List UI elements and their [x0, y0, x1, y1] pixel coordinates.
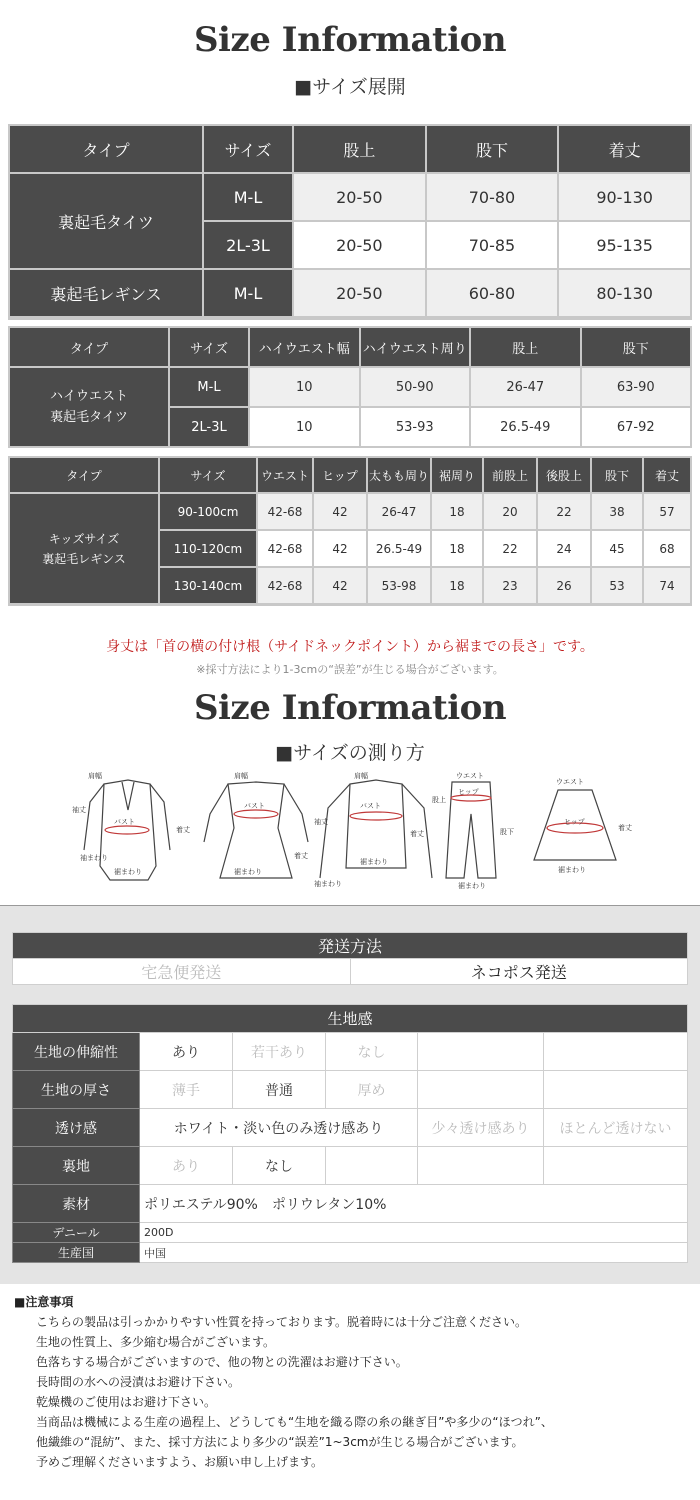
size-table-tights: [8, 124, 692, 320]
fabric-option: 薄手: [140, 1071, 233, 1109]
shipping-option-selected: ネコポス発送: [350, 959, 688, 985]
figure-label: 裾まわり: [458, 882, 486, 890]
fabric-option: なし: [326, 1033, 418, 1071]
value-cell: 67-92: [582, 408, 691, 446]
size-table-high-waist: [8, 326, 692, 448]
table-header: タイプ: [10, 126, 202, 172]
caution-title: ■注意事項: [14, 1295, 74, 1309]
figure-label: 着丈: [618, 824, 632, 832]
fabric-option: ほとんど透けない: [544, 1109, 688, 1147]
value-cell: 20: [484, 494, 536, 529]
table-row: [10, 494, 690, 529]
value-cell: 74: [644, 568, 690, 603]
value-cell: 53-98: [368, 568, 430, 603]
value-cell: 20-50: [294, 222, 425, 268]
table-header: 着丈: [559, 126, 690, 172]
table-header: ヒップ: [314, 458, 366, 492]
value-cell: 42: [314, 494, 366, 529]
value-cell: 70-85: [427, 222, 558, 268]
value-cell: 68: [644, 531, 690, 566]
table-header: サイズ: [170, 328, 248, 366]
table-header: 太もも周り: [368, 458, 430, 492]
table-header: ハイウエスト周り: [361, 328, 470, 366]
denier-value: 200D: [140, 1223, 688, 1243]
value-cell: 10: [250, 408, 359, 446]
table-header: 後股上: [538, 458, 590, 492]
type-line: 裏起毛レギンス: [42, 551, 126, 566]
figure-label: 股下: [500, 828, 514, 836]
table-header: 股下: [592, 458, 642, 492]
table-header: サイズ: [204, 126, 292, 172]
value-cell: 63-90: [582, 368, 691, 406]
fabric-option: あり: [140, 1147, 233, 1185]
table-header: タイプ: [10, 458, 158, 492]
value-cell: 70-80: [427, 174, 558, 220]
size-cell: 130-140cm: [160, 568, 256, 603]
fabric-table: [12, 1004, 688, 1263]
table-header: 股下: [427, 126, 558, 172]
fabric-header: 生地感: [13, 1005, 688, 1033]
table-row: [10, 368, 690, 406]
size-cell: M-L: [204, 270, 292, 316]
figure-label: 袖丈: [314, 818, 328, 826]
figure-label: 袖丈: [72, 806, 86, 814]
type-line: キッズサイズ: [48, 531, 120, 546]
value-cell: 42-68: [258, 568, 312, 603]
value-cell: 20-50: [294, 270, 425, 316]
measure-subtitle: ■サイズの測り方: [275, 742, 425, 764]
figure-label: バスト: [244, 802, 265, 810]
value-cell: 10: [250, 368, 359, 406]
value-cell: 50-90: [361, 368, 470, 406]
fabric-label: 生産国: [13, 1243, 140, 1263]
value-cell: 38: [592, 494, 642, 529]
table-header: 着丈: [644, 458, 690, 492]
value-cell: 60-80: [427, 270, 558, 316]
type-cell: 裏起毛タイツ: [10, 174, 202, 268]
figure-label: ウエスト: [456, 772, 484, 780]
caution-line: 乾燥機のご使用はお避け下さい。: [36, 1395, 217, 1409]
fabric-option: 少々透け感あり: [418, 1109, 544, 1147]
value-cell: 42-68: [258, 531, 312, 566]
fabric-label: 透け感: [13, 1109, 140, 1147]
size-chart-subtitle: ■サイズ展開: [294, 76, 406, 98]
size-table-kids: [8, 456, 692, 606]
shipping-option: 宅急便発送: [13, 959, 351, 985]
value-cell: 26-47: [368, 494, 430, 529]
value-cell: 26.5-49: [471, 408, 580, 446]
type-line: 裏起毛タイツ: [50, 410, 128, 425]
value-cell: 26: [538, 568, 590, 603]
type-cell: [10, 494, 158, 603]
fabric-row: [13, 1071, 688, 1109]
table-row: [10, 270, 690, 316]
table-header: ウエスト: [258, 458, 312, 492]
figure-label: 裾まわり: [558, 866, 586, 874]
figure-label: 肩幅: [354, 772, 368, 780]
figure-label: ヒップ: [458, 788, 479, 796]
table-header: サイズ: [160, 458, 256, 492]
value-cell: 22: [538, 494, 590, 529]
fabric-row: [13, 1223, 688, 1243]
figure-label: 裾まわり: [114, 868, 142, 876]
measurement-figures: [70, 768, 650, 896]
value-cell: 42-68: [258, 494, 312, 529]
measure-title: Size Information: [193, 688, 507, 728]
caution-line: こちらの製品は引っかかりやすい性質を持っております。脱着時には十分ご注意ください。: [36, 1315, 528, 1329]
value-cell: 24: [538, 531, 590, 566]
value-cell: 90-130: [559, 174, 690, 220]
figure-label: 袖まわり: [314, 880, 342, 888]
fabric-label: 生地の伸縮性: [13, 1033, 140, 1071]
fabric-row: [13, 1109, 688, 1147]
caution-line: 色落ちする場合がございますので、他の物との洗濯はお避け下さい。: [36, 1355, 408, 1369]
shipping-header: 発送方法: [13, 933, 688, 959]
value-cell: 57: [644, 494, 690, 529]
fabric-label: 生地の厚さ: [13, 1071, 140, 1109]
fabric-option: 若干あり: [233, 1033, 326, 1071]
fabric-option-selected: ホワイト・淡い色のみ透け感あり: [140, 1109, 418, 1147]
value-cell: 26-47: [471, 368, 580, 406]
value-cell: 18: [432, 494, 482, 529]
figure-label: 裾まわり: [360, 858, 388, 866]
caution-line: 長時間の水への浸漬はお避け下さい。: [36, 1375, 241, 1389]
length-note: 身丈は「首の横の付け根（サイドネックポイント）から裾までの長さ」です。: [106, 639, 594, 655]
table-header: 裾周り: [432, 458, 482, 492]
size-cell: M-L: [170, 368, 248, 406]
figure-label: ウエスト: [556, 778, 584, 786]
size-cell: 2L-3L: [170, 408, 248, 446]
figure-label: 肩幅: [88, 772, 102, 780]
value-cell: 18: [432, 568, 482, 603]
size-cell: 90-100cm: [160, 494, 256, 529]
fabric-row: [13, 1033, 688, 1071]
figure-label: 着丈: [176, 826, 190, 834]
country-value: 中国: [140, 1243, 688, 1263]
fabric-option-selected: あり: [140, 1033, 233, 1071]
value-cell: 45: [592, 531, 642, 566]
fabric-option-selected: なし: [233, 1147, 326, 1185]
figure-label: 着丈: [410, 830, 424, 838]
table-header: 股上: [294, 126, 425, 172]
caution-line: 生地の性質上、多少縮む場合がございます。: [36, 1335, 276, 1349]
table-header: ハイウエスト幅: [250, 328, 359, 366]
fabric-label: 裏地: [13, 1147, 140, 1185]
table-header: タイプ: [10, 328, 168, 366]
figure-label: 袖まわり: [80, 854, 108, 862]
figure-label: 裾まわり: [234, 868, 262, 876]
value-cell: 26.5-49: [368, 531, 430, 566]
value-cell: 42: [314, 531, 366, 566]
value-cell: 42: [314, 568, 366, 603]
table-header: 股上: [471, 328, 580, 366]
type-cell: 裏起毛レギンス: [10, 270, 202, 316]
value-cell: 22: [484, 531, 536, 566]
size-cell: 110-120cm: [160, 531, 256, 566]
fabric-row: [13, 1185, 688, 1223]
figure-label: バスト: [360, 802, 381, 810]
figure-label: 肩幅: [234, 772, 248, 780]
value-cell: 80-130: [559, 270, 690, 316]
value-cell: 53: [592, 568, 642, 603]
table-row: [10, 174, 690, 220]
value-cell: 18: [432, 531, 482, 566]
type-line: ハイウエスト: [49, 389, 128, 404]
value-cell: 53-93: [361, 408, 470, 446]
fabric-label: 素材: [13, 1185, 140, 1223]
fabric-row: [13, 1147, 688, 1185]
figure-label: 着丈: [294, 852, 308, 860]
fabric-label: デニール: [13, 1223, 140, 1243]
fabric-option-selected: 普通: [233, 1071, 326, 1109]
caution-line: 予めご理解くださいますよう、お願い申し上げます。: [36, 1455, 324, 1469]
material-value: ポリエステル90% ポリウレタン10%: [140, 1185, 688, 1223]
table-header: 股下: [582, 328, 691, 366]
measurement-diagram: [70, 768, 650, 896]
tolerance-note: ※採寸方法により1-3cmの“誤差”が生じる場合がございます。: [196, 663, 504, 676]
caution-section: [14, 1292, 694, 1472]
fabric-row: [13, 1243, 688, 1263]
caution-line: 当商品は機械による生産の過程上、どうしても“生地を織る際の糸の継ぎ目”や多少の“ほつれ”、: [36, 1415, 553, 1429]
fabric-option: 厚め: [326, 1071, 418, 1109]
value-cell: 20-50: [294, 174, 425, 220]
figure-label: 股上: [432, 796, 446, 804]
value-cell: 23: [484, 568, 536, 603]
size-cell: M-L: [204, 174, 292, 220]
type-cell: [10, 368, 168, 446]
value-cell: 95-135: [559, 222, 690, 268]
figure-label: ヒップ: [564, 818, 585, 826]
figure-label: バスト: [114, 818, 135, 826]
table-header: 前股上: [484, 458, 536, 492]
size-cell: 2L-3L: [204, 222, 292, 268]
caution-line: 他繊維の“混紡”、また、採寸方法により多少の“誤差”1~3cmが生じる場合がございます。: [36, 1435, 524, 1449]
size-info-title: Size Information: [193, 20, 507, 60]
shipping-table: [12, 932, 688, 985]
